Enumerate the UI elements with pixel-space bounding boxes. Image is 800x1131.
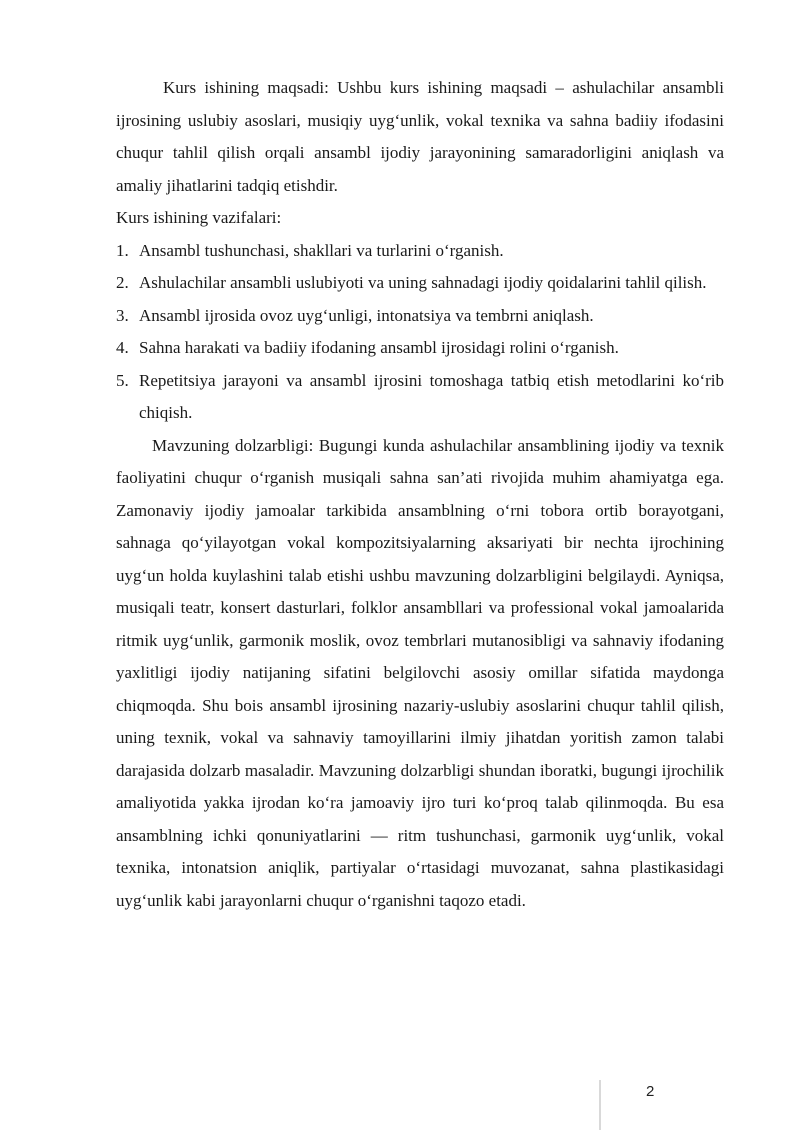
list-item-text: Ashulachilar ansambli uslubiyoti va uning sahnadagi ijodiy qoidalarini tahlil qilish. xyxy=(139,273,707,292)
list-item-number: 4. xyxy=(116,338,129,357)
list-item-text: Ansambl tushunchasi, shakllari va turlarini oʻrganish. xyxy=(139,240,504,260)
footer-divider xyxy=(599,1080,601,1130)
list-item-text: Sahna harakati va badiiy ifodaning ansambl ijrosidagi rolini oʻrganish. xyxy=(139,338,619,357)
list-item xyxy=(116,235,724,268)
list-item-text: Repetitsiya jarayoni va ansambl ijrosini tomoshaga tatbiq etish metodlarini koʻrib chiqish. xyxy=(139,370,724,422)
list-item xyxy=(116,365,724,430)
list-item-number: 3. xyxy=(116,305,129,325)
list-item-number: 2. xyxy=(116,273,129,292)
tasks-heading: Kurs ishining vazifalari: xyxy=(116,208,282,227)
tasks-list xyxy=(116,235,724,430)
list-item-text: Ansambl ijrosida ovoz uygʻunligi, intonatsiya va tembrni aniqlash. xyxy=(139,305,594,325)
list-item xyxy=(116,267,724,300)
list-item xyxy=(116,332,724,365)
purpose-paragraph: Kurs ishining maqsadi: Ushbu kurs ishining maqsadi – ashulachilar ansambli ijrosining uslubiy asoslari, musiqiy uygʻunlik, vokal texnika va sahna badiiy ifodasini chuqur tahlil qilish orqali ansambl ijodiy jarayonining samaradorligini aniqlash va amaliy jihatlarini tadqiq etishdir. xyxy=(116,78,724,195)
page-number: 2 xyxy=(646,1083,655,1100)
document-body xyxy=(116,72,724,917)
relevance-paragraph: Mavzuning dolzarbligi: Bugungi kunda ashulachilar ansamblining ijodiy va texnik faoliyatini chuqur oʻrganish musiqali sahna san’ati rivojida muhim ahamiyatga ega. Zamonaviy ijodiy jamoalar tarkibida ansamblning oʻrni tobora ortib borayotgani, sahnaga qoʻyilayotgan vokal kompozitsiyalarning aksariyati bir nechta ijrochining uygʻun holda kuylashini talab etishi ushbu mavzuning dolzarbligini belgilaydi. Ayniqsa, musiqali teatr, konsert dasturlari, folklor ansambllari va professional vokal jamoalarida ritmik uygʻunlik, garmonik moslik, ovoz tembrlari mutanosibligi va sahnaviy ifodaning yaxlitligi ijodiy natijaning sifatini belgilovchi asosiy omillar sifatida maydonga chiqmoqda. Shu bois ansambl ijrosining nazariy-uslubiy asoslarini chuqur tahlil qilish, uning texnik, vokal va sahnaviy tamoyillarini ilmiy jihatdan yoritish zamon talabi darajasida dolzarb masaladir. Mavzuning dolzarbligi shundan iboratki, bugungi ijrochilik amaliyotida yakka ijrodan koʻra jamoaviy ijro turi koʻproq talab qilinmoqda. Bu esa ansamblning ichki qonuniyatlarini — ritm tushunchasi, garmonik uygʻunlik, vokal texnika, intonatsion aniqlik, partiyalar oʻrtasidagi muvozanat, sahna plastikasidagi uygʻunlik kabi jarayonlarni chuqur oʻrganishni taqozo etadi. xyxy=(116,435,724,910)
list-item-number: 5. xyxy=(116,370,129,390)
list-item-number: 1. xyxy=(116,240,129,260)
list-item xyxy=(116,300,724,333)
